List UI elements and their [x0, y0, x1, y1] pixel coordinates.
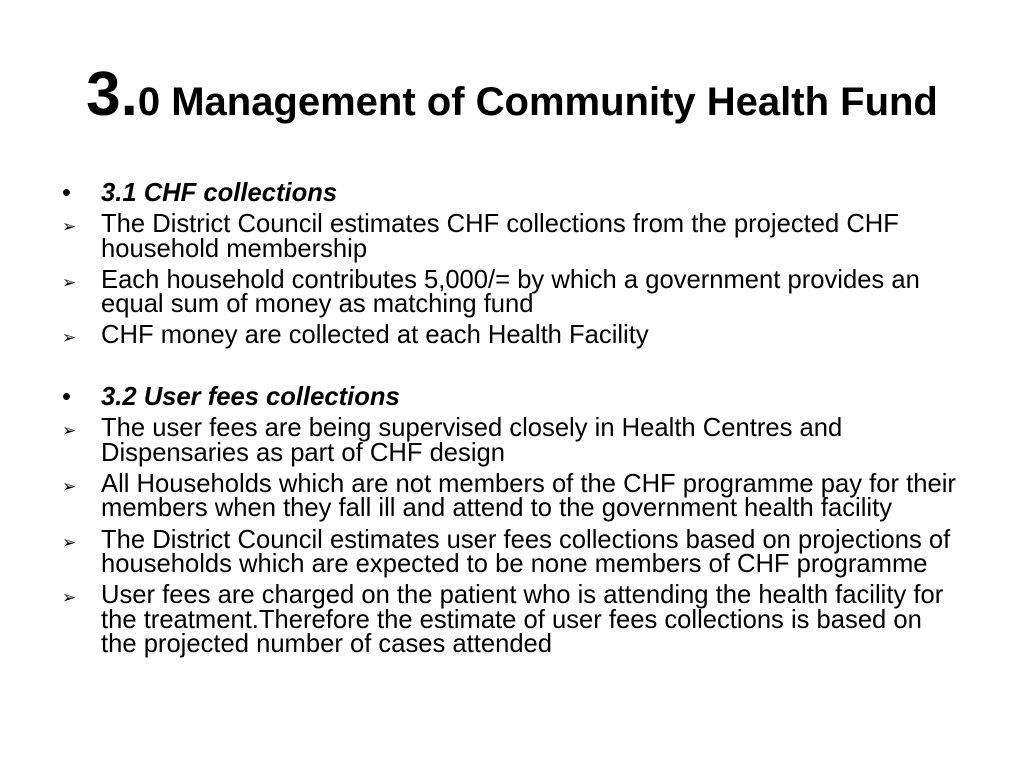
list-item-line: households which are expected to be none members of CHF programme	[101, 550, 928, 579]
list-item	[62, 323, 982, 348]
list-item-line: CHF money are collected at each Health Facility	[101, 321, 649, 350]
bullet-dot-icon	[62, 385, 71, 410]
section-user-fees-collections	[62, 385, 982, 657]
arrow-bullet-icon	[62, 268, 76, 293]
section-heading: 3.1 CHF collections	[101, 179, 338, 207]
list-item	[62, 416, 982, 465]
list-item	[62, 583, 982, 657]
list-item-line: Each household contributes 5,000/= by which a government provides an	[101, 265, 920, 294]
list-item-line: The District Council estimates user fees collections based on projections of	[101, 525, 951, 554]
arrow-bullet-icon	[62, 323, 76, 348]
section-heading: 3.2 User fees collections	[101, 383, 400, 412]
arrow-bullet-icon	[62, 472, 76, 497]
slide-title	[0, 60, 1024, 129]
list-item-line: The District Council estimates CHF collections from the projected CHF	[101, 210, 899, 239]
list-item-line: members when they fall ill and attend to the government health facility	[101, 494, 892, 523]
list-item-line: All Households which are not members of the CHF programme pay for their	[101, 469, 956, 498]
section-heading-item	[62, 385, 982, 410]
arrow-bullet-icon	[62, 212, 76, 237]
list-item	[62, 212, 982, 261]
section-heading-item	[62, 181, 982, 206]
list-item-line: the projected number of cases attended	[101, 630, 553, 659]
arrow-bullet-icon	[62, 528, 76, 553]
list-item-line: User fees are charged on the patient who is attending the health facility for	[101, 581, 944, 610]
list-item-line: The user fees are being supervised closely in Health Centres and	[101, 414, 843, 443]
list-item	[62, 525, 982, 579]
list-item	[62, 469, 982, 523]
title-number: 3.	[86, 60, 138, 129]
title-text: 0 Management of Community Health Fund	[137, 80, 938, 124]
list-item-line: Dispensaries as part of CHF design	[101, 438, 505, 467]
list-item-line: equal sum of money as matching fund	[101, 290, 534, 319]
list-item-line: household membership	[101, 234, 368, 263]
slide-body	[62, 181, 982, 657]
list-item-line: the treatment.Therefore the estimate of user fees collections is based on	[101, 605, 922, 634]
arrow-bullet-icon	[62, 583, 76, 608]
section-chf-collections	[62, 181, 982, 348]
list-item	[62, 265, 982, 319]
bullet-dot-icon	[62, 181, 71, 206]
arrow-bullet-icon	[62, 416, 76, 441]
